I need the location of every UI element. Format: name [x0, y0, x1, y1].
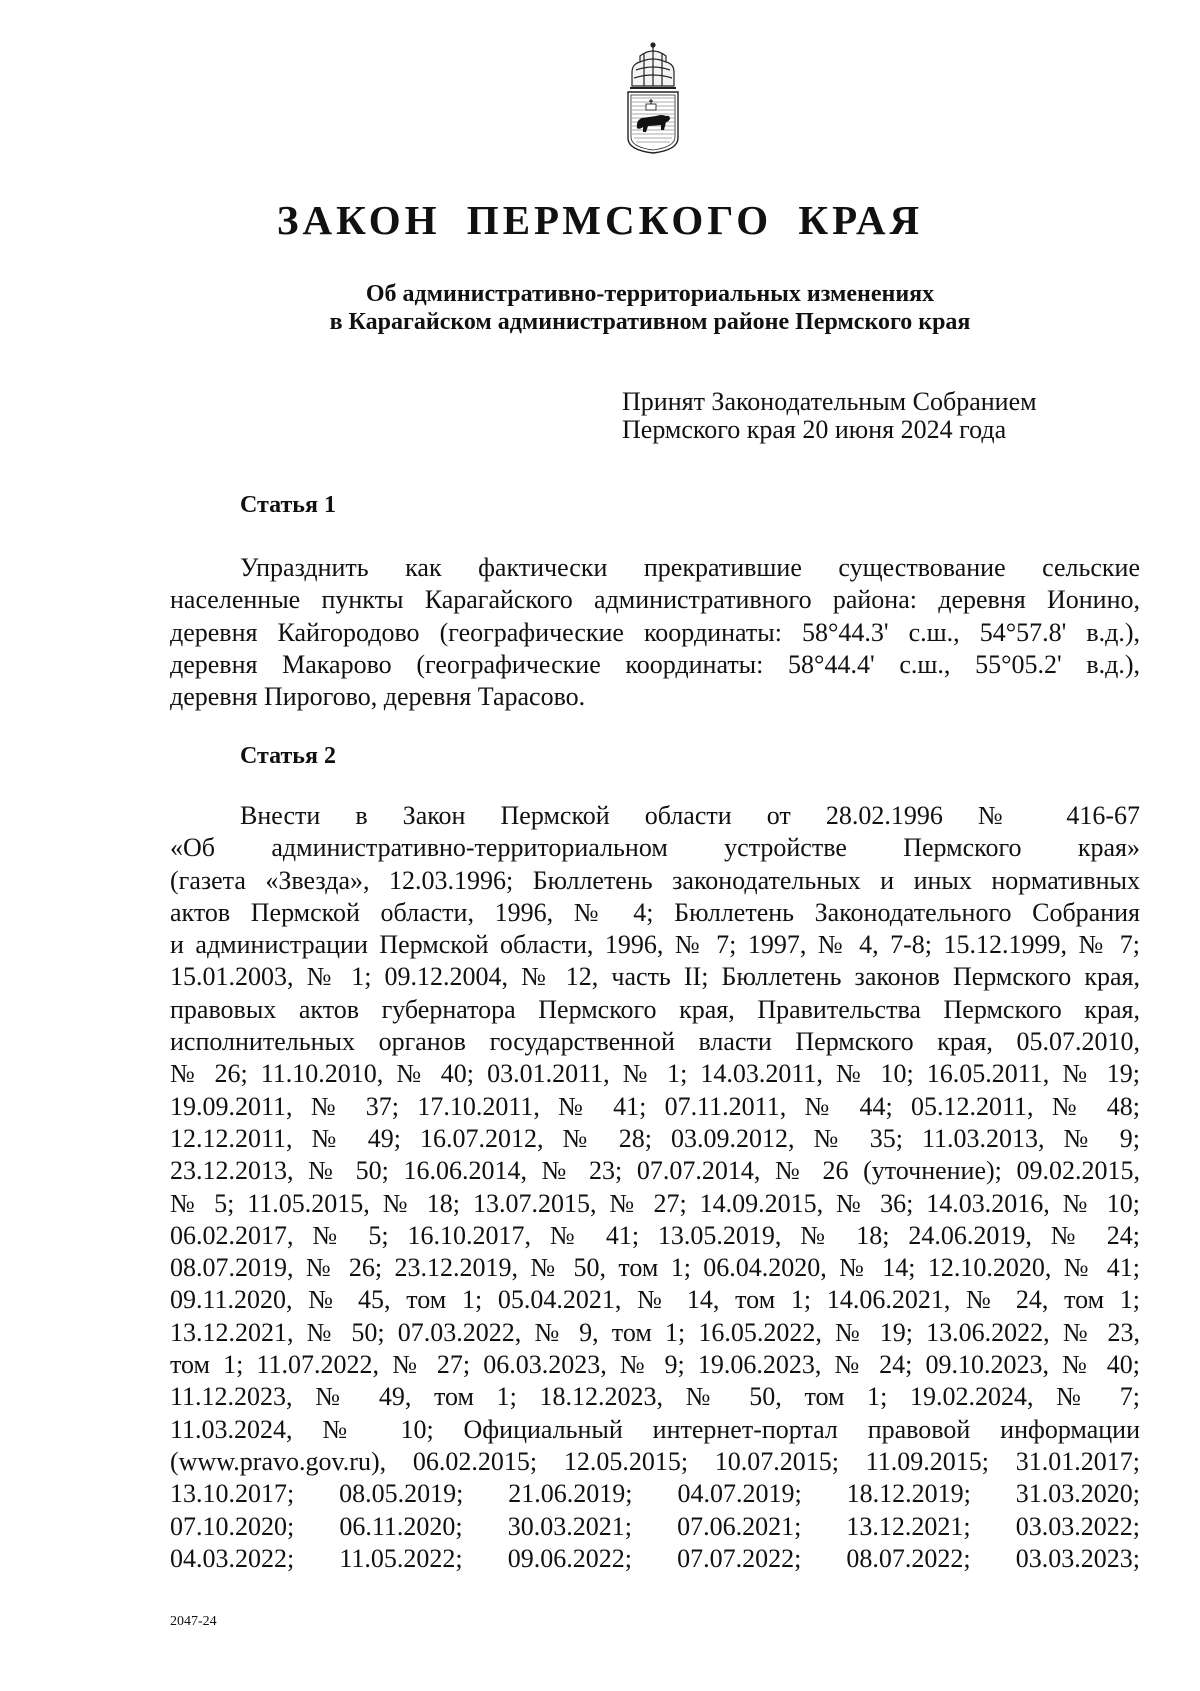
subtitle-line: в Карагайском административном районе Пермского края [329, 309, 971, 335]
text-line: (www.pravo.gov.ru), 06.02.2015; 12.05.2015; 10.07.2015; 11.09.2015; 31.01.2017; [170, 1446, 1140, 1476]
text-line: исполнительных органов государственной власти Пермского края, 05.07.2010, [170, 1027, 1140, 1057]
text-line: 15.01.2003, № 1; 09.12.2004, № 12, часть II; Бюллетень законов Пермского края, [170, 962, 1140, 992]
text-line: (газета «Звезда», 12.03.1996; Бюллетень законодательных и иных нормативных [170, 865, 1140, 895]
text-line: 04.03.2022; 11.05.2022; 09.06.2022; 07.07.2022; 08.07.2022; 03.03.2023; [170, 1543, 1140, 1573]
subtitle-line: Об административно-территориальных изменениях [365, 281, 935, 307]
adoption-line: Принят Законодательным Собранием [622, 387, 1037, 416]
perm-krai-coat-of-arms-icon [622, 42, 684, 155]
text-line: 23.12.2013, № 50; 16.06.2014, № 23; 07.07.2014, № 26 (уточнение); 09.02.2015, [170, 1156, 1140, 1186]
text-line: актов Пермской области, 1996, № 4; Бюллетень Законодательного Собрания [170, 897, 1140, 927]
text-line: 11.03.2024, № 10; Официальный интернет-портал правовой информации [170, 1414, 1140, 1444]
text-line: правовых актов губернатора Пермского края, Правительства Пермского края, [170, 994, 1140, 1024]
article-1-heading: Статья 1 [240, 492, 336, 518]
text-line: деревня Макарово (географические координаты: 58°44.4' с.ш., 55°05.2' в.д.), [170, 649, 1140, 679]
document-code: 2047-24 [170, 1614, 217, 1629]
adoption-note [622, 388, 1122, 444]
law-title: ЗАКОН ПЕРМСКОГО КРАЯ [276, 197, 924, 243]
text-line: и администрации Пермской области, 1996, № 7; 1997, № 4, 7-8; 15.12.1999, № 7; [170, 930, 1140, 960]
text-line: 19.09.2011, № 37; 17.10.2011, № 41; 07.11.2011, № 44; 05.12.2011, № 48; [170, 1091, 1140, 1121]
text-line: № 5; 11.05.2015, № 18; 13.07.2015, № 27; 14.09.2015, № 36; 14.03.2016, № 10; [170, 1188, 1140, 1218]
text-line: том 1; 11.07.2022, № 27; 06.03.2023, № 9; 19.06.2023, № 24; 09.10.2023, № 40; [170, 1350, 1140, 1380]
text-line: 12.12.2011, № 49; 16.07.2012, № 28; 03.09.2012, № 35; 11.03.2013, № 9; [170, 1123, 1140, 1153]
adoption-line: Пермского края 20 июня 2024 года [622, 415, 1007, 444]
text-line: № 26; 11.10.2010, № 40; 03.01.2011, № 1; 14.03.2011, № 10; 16.05.2011, № 19; [170, 1059, 1140, 1089]
article-1-text [170, 552, 1140, 713]
text-line: населенные пункты Карагайского административного района: деревня Ионино, [170, 585, 1140, 615]
text-line: 06.02.2017, № 5; 16.10.2017, № 41; 13.05.2019, № 18; 24.06.2019, № 24; [170, 1220, 1140, 1250]
article-2-heading: Статья 2 [240, 743, 336, 769]
text-line: 13.10.2017; 08.05.2019; 21.06.2019; 04.07.2019; 18.12.2019; 31.03.2020; [170, 1479, 1140, 1509]
text-line: 08.07.2019, № 26; 23.12.2019, № 50, том 1; 06.04.2020, № 14; 12.10.2020, № 41; [170, 1253, 1140, 1283]
text-line: 09.11.2020, № 45, том 1; 05.04.2021, № 14, том 1; 14.06.2021, № 24, том 1; [170, 1285, 1140, 1315]
law-subtitle [200, 280, 1100, 336]
text-line: деревня Кайгородово (географические координаты: 58°44.3' с.ш., 54°57.8' в.д.), [170, 617, 1140, 647]
article-2-text [170, 800, 1140, 1575]
text-line: 11.12.2023, № 49, том 1; 18.12.2023, № 50, том 1; 19.02.2024, № 7; [170, 1382, 1140, 1412]
text-line: Упразднить как фактически прекратившие существование сельские [240, 553, 1140, 582]
text-line: Внести в Закон Пермской области от 28.02.1996 № 416-67 [240, 801, 1140, 830]
text-line: 07.10.2020; 06.11.2020; 30.03.2021; 07.06.2021; 13.12.2021; 03.03.2022; [170, 1511, 1140, 1541]
text-line: деревня Пирогово, деревня Тарасово. [170, 682, 586, 712]
text-line: «Об административно-территориальном устройстве Пермского края» [170, 833, 1140, 863]
text-line: 13.12.2021, № 50; 07.03.2022, № 9, том 1; 16.05.2022, № 19; 13.06.2022, № 23, [170, 1317, 1140, 1347]
